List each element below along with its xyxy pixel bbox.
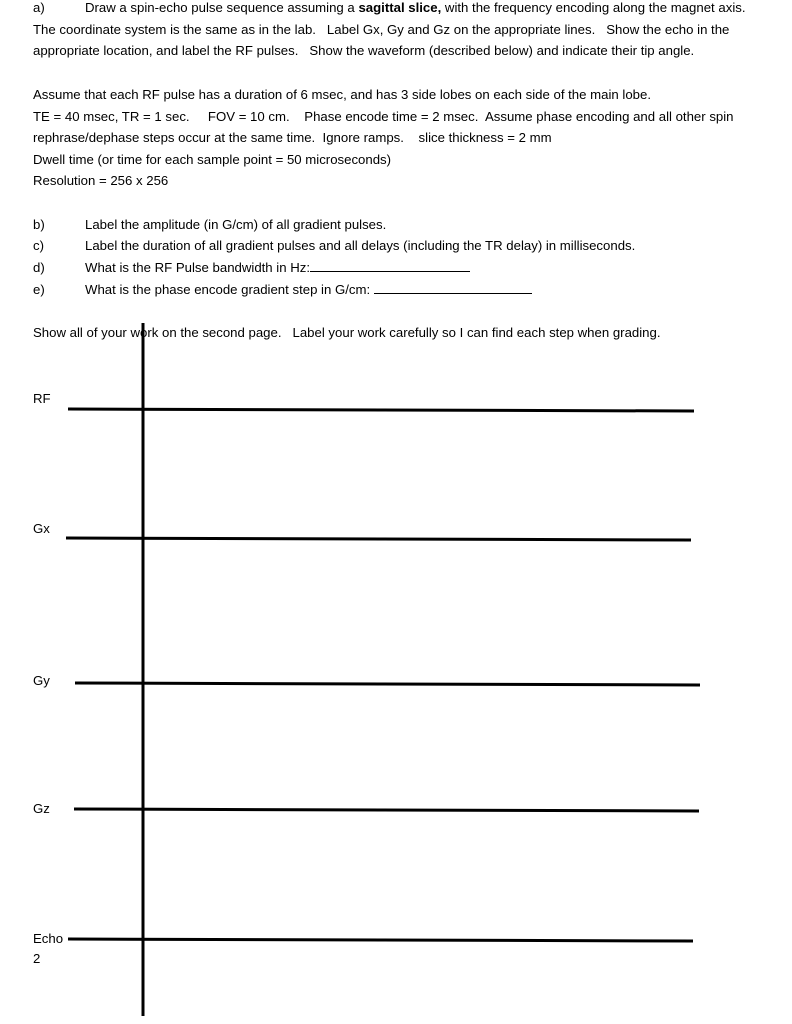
rf-axis-line <box>68 409 694 411</box>
part-a-line2: The coordinate system is the same as in the lab. Label Gx, Gy and Gz on the appropriate lines. Show the echo in the <box>33 22 730 37</box>
part-a-letter: a) <box>33 0 45 15</box>
page-number: 2 <box>33 951 41 966</box>
params-line4: Dwell time (or time for each sample point = 50 microseconds) <box>33 152 392 167</box>
gz-label: Gz <box>33 801 50 816</box>
part-a-line1-bold: sagittal slice, <box>358 0 442 15</box>
gy-label: Gy <box>33 673 50 688</box>
params-line5: Resolution = 256 x 256 <box>33 173 169 188</box>
gy-axis-line <box>75 683 700 685</box>
question-b-text: Label the amplitude (in G/cm) of all gradient pulses. <box>85 217 387 232</box>
question-d-letter: d) <box>33 260 45 275</box>
instruction-text: Show all of your work on the second page. Label your work carefully so I can find each step when grading. <box>33 325 661 340</box>
question-e-text: What is the phase encode gradient step in G/cm: <box>85 282 374 297</box>
gx-axis-line <box>66 538 691 540</box>
echo-axis-line <box>68 939 693 941</box>
gx-label: Gx <box>33 521 50 536</box>
part-a-line1-pre: Draw a spin-echo pulse sequence assuming a <box>85 0 359 15</box>
part-a-line3: appropriate location, and label the RF pulses. Show the waveform (described below) and indicate their tip angle. <box>33 43 695 58</box>
params-line3: rephrase/dephase steps occur at the same time. Ignore ramps. slice thickness = 2 mm <box>33 130 552 145</box>
question-d-text: What is the RF Pulse bandwidth in Hz: <box>85 260 311 275</box>
question-e-letter: e) <box>33 282 45 297</box>
gz-axis-line <box>74 809 699 811</box>
question-c-text: Label the duration of all gradient pulses and all delays (including the TR delay) in milliseconds. <box>85 238 636 253</box>
params-line2: TE = 40 msec, TR = 1 sec. FOV = 10 cm. Phase encode time = 2 msec. Assume phase encoding and all other spin <box>33 109 734 124</box>
question-b-letter: b) <box>33 217 45 232</box>
params-line1: Assume that each RF pulse has a duration of 6 msec, and has 3 side lobes on each side of the main lobe. <box>33 87 651 102</box>
part-a-line1-post: with the frequency encoding along the magnet axis. <box>441 0 746 15</box>
rf-label: RF <box>33 391 51 406</box>
echo-label: Echo <box>33 931 64 946</box>
question-c-letter: c) <box>33 238 44 253</box>
